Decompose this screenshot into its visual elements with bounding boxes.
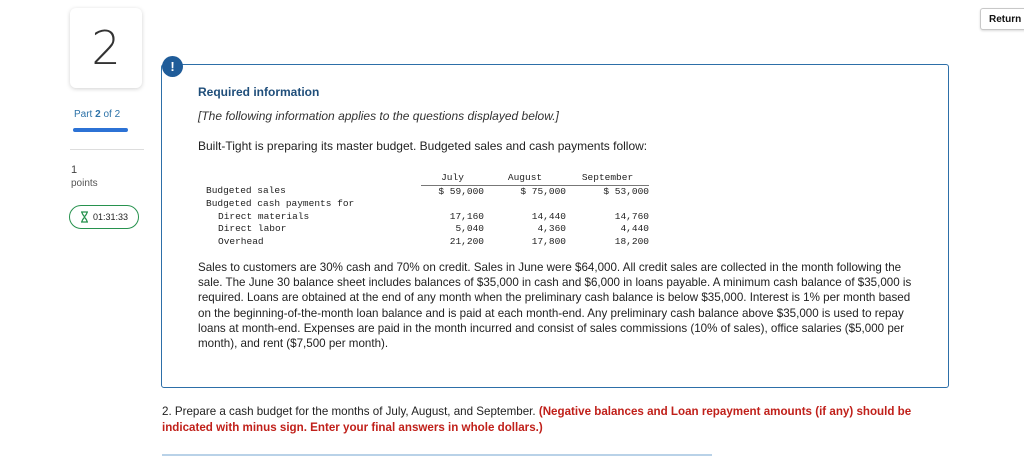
row-label-overhead: Overhead <box>218 235 264 247</box>
hourglass-icon <box>80 211 89 223</box>
timer-badge <box>69 205 139 229</box>
table-cell: $ 75,000 <box>484 185 566 198</box>
col-header-september: September <box>581 172 634 183</box>
table-cell: 21,200 <box>449 235 484 247</box>
sidebar-divider <box>70 149 144 150</box>
question-prompt <box>162 404 952 435</box>
table-cell: 17,800 <box>531 235 566 247</box>
table-cell: 17,160 <box>449 210 484 222</box>
panel-subtitle: [The following information applies to the questions displayed below.] <box>198 109 559 123</box>
return-button-label: Return <box>989 13 1022 25</box>
budget-table <box>206 172 649 248</box>
return-button[interactable] <box>980 8 1024 30</box>
question-hint: (Negative balances and Loan repayment amounts (if any) should be indicated with minus sign. Enter your final answers in whole dollars.) <box>162 405 912 434</box>
part-progress-bar <box>73 128 128 132</box>
part-prefix: Part <box>74 109 93 120</box>
part-current: 2 <box>95 109 101 120</box>
row-label-budgeted-sales: Budgeted sales <box>206 185 286 197</box>
points-value: 1 <box>71 164 78 176</box>
panel-intro: Built-Tight is preparing its master budget. Budgeted sales and cash payments follow: <box>198 139 648 153</box>
row-label-direct-materials: Direct materials <box>218 210 310 222</box>
table-cell: 4,440 <box>620 223 649 234</box>
table-cell: 14,760 <box>614 210 649 222</box>
part-indicator <box>74 109 120 120</box>
timer-value: 01:31:33 <box>92 212 129 222</box>
table-cell: 14,440 <box>531 210 566 222</box>
panel-title: Required information <box>198 85 320 99</box>
question-number-card <box>70 8 142 88</box>
table-cell: 18,200 <box>614 235 649 247</box>
part-of: of 2 <box>103 109 121 120</box>
alert-glyph: ! <box>170 59 175 74</box>
alert-icon <box>162 56 183 77</box>
required-information-panel <box>161 64 949 388</box>
row-label-direct-labor: Direct labor <box>218 223 287 234</box>
table-cell: 4,360 <box>537 223 566 234</box>
points-label: points <box>71 178 98 189</box>
question-number: 2 <box>91 21 121 75</box>
question-text: 2. Prepare a cash budget for the months of July, August, and September. <box>162 405 536 418</box>
answer-area-top-border <box>162 454 712 456</box>
panel-paragraph: Sales to customers are 30% cash and 70% on credit. Sales in June were $64,000. All credit sales are collected in the month following the sale. The June 30 balance sheet includes balances of $35,000 in cash and $6,000 in loans payable. A minimum cash balance of $35,000 is required. Loans are obtained at the end of any month when the preliminary cash balance is below $35,000. Interest is 1% per month based on the beginning-of-the-month loan balance and is paid at each month-end. Any preliminary cash balance above $35,000 is used to repay loans at month-end. Expenses are paid in the month incurred and consist of sales commissions (10% of sales), office salaries ($5,000 per month), and rent ($7,500 per month). <box>198 261 912 351</box>
table-cell: 5,040 <box>455 223 484 234</box>
row-label-cash-payments: Budgeted cash payments for <box>206 198 355 209</box>
col-header-august: August <box>507 172 543 183</box>
table-cell: $ 59,000 <box>421 185 484 198</box>
col-header-july: July <box>441 172 464 183</box>
table-cell: $ 53,000 <box>566 185 649 198</box>
